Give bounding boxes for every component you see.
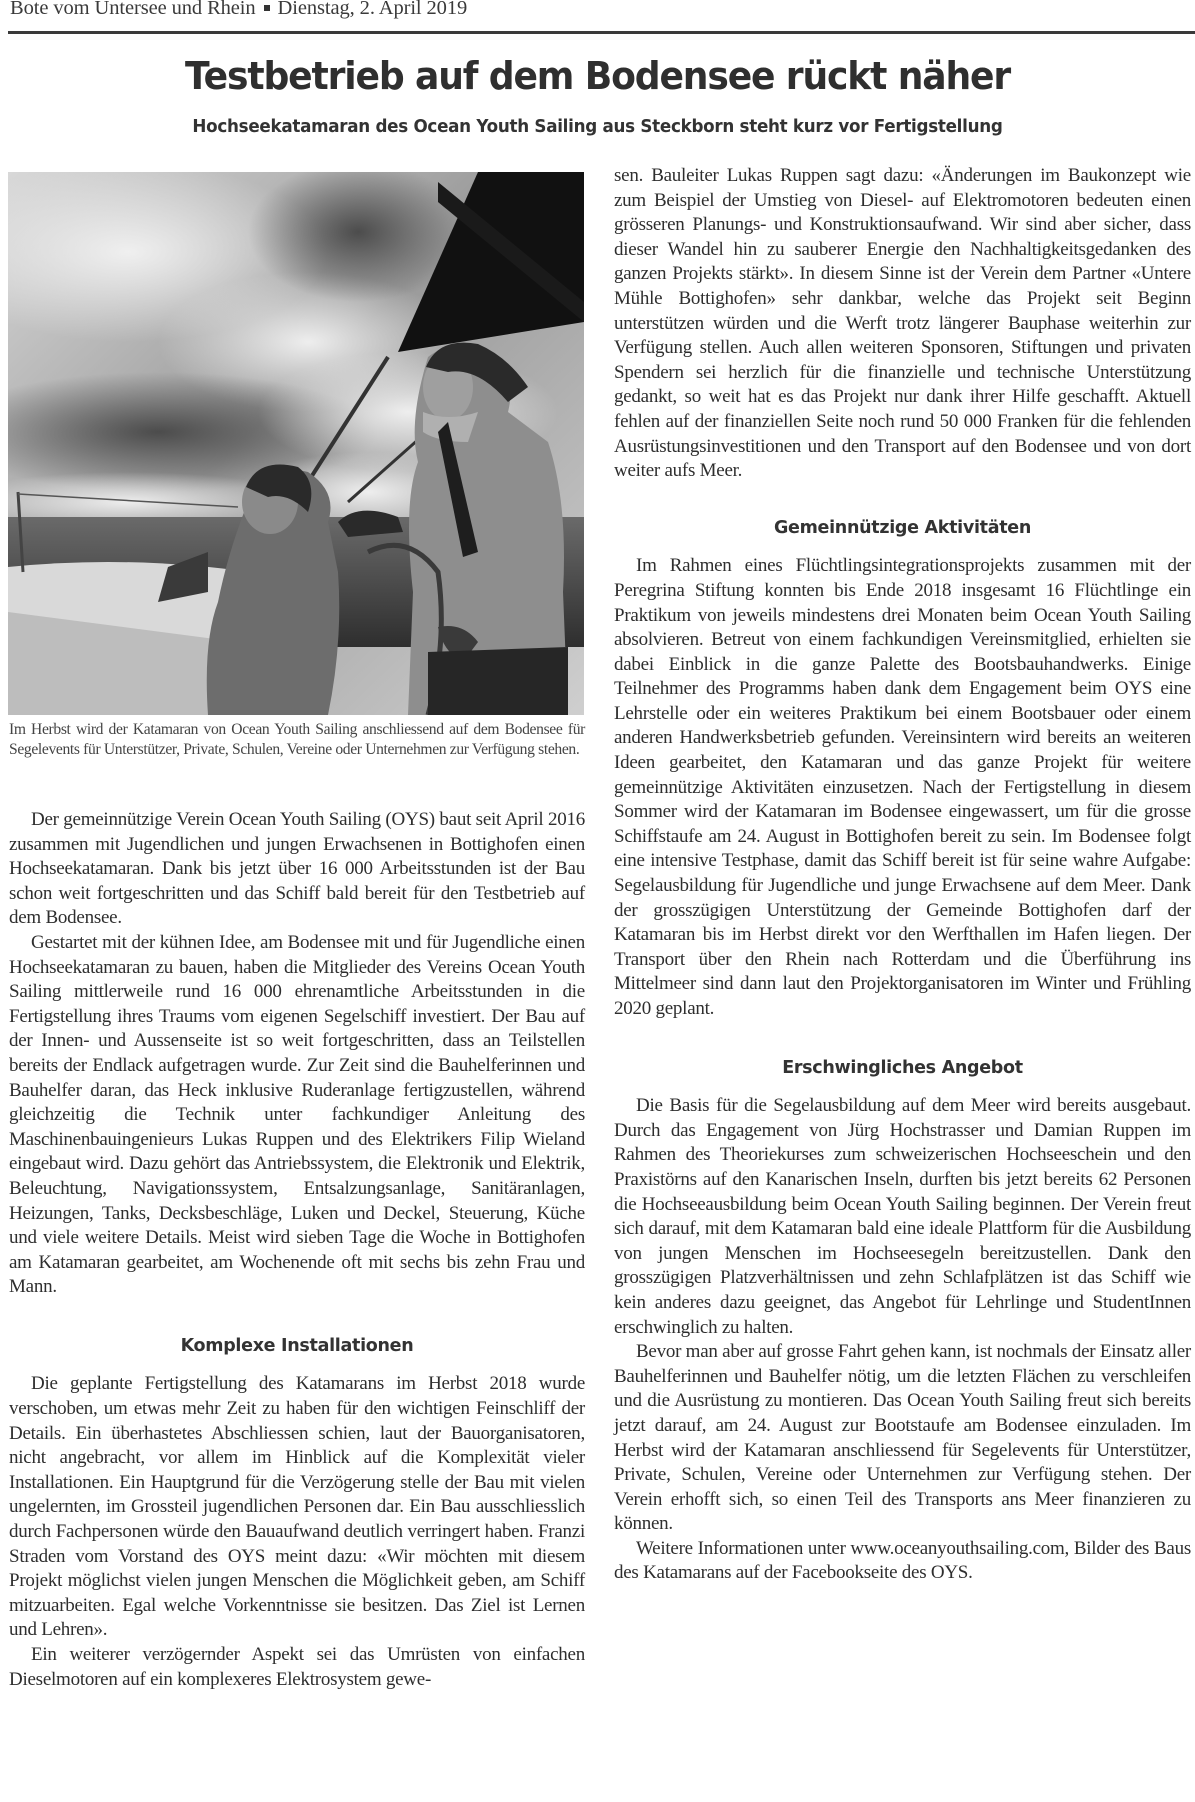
article-column-right bbox=[614, 164, 1191, 1586]
paragraph: Der gemeinnützige Verein Ocean Youth Sailing (OYS) baut seit April 2016 zusammen mit Jugendlichen und jungen Erwachsenen in Bottighofen einen Hochseekatamaran. Dank bis jetzt über 16 000 Arbeitsstunden ist der Bau schon weit fortgeschritten und das Schiff bald bereit für den Testbetrieb auf dem Bodensee. bbox=[9, 809, 585, 929]
section-heading-gemeinnuetzige-aktivitaeten: Gemeinnützige Aktivitäten bbox=[773, 517, 1032, 538]
photo-caption: Im Herbst wird der Katamaran von Ocean Youth Sailing anschliessend auf dem Bodensee für Segelevents für Unterstützer, Private, Schulen, Vereine oder Unternehmen zur Verfügung stehen. bbox=[9, 721, 585, 758]
paragraph: Die geplante Fertigstellung des Katamarans im Herbst 2018 wurde verschoben, um etwas mehr Zeit zu haben für den wichtigen Feinschliff der Details. Ein überhastetes Abschliessen schien, laut der Bauorganisatoren, nicht angebracht, vor allem im Hinblick auf die Komplexität vieler Installationen. Ein Hauptgrund für die Verzögerung stelle der Bau mit vielen ungelernten, im Grossteil jugendlichen Personen dar. Ein Bau ausschliesslich durch Fachpersonen würde den Bauaufwand deutlich verringert haben. Franzi Straden vom Vorstand des OYS meint dazu: «Wir möchten mit diesem Projekt möglichst vielen jungen Menschen die Möglichkeit geben, am Schiff mitzuarbeiten. Egal welche Vorkenntnisse sie besitzen. Das Ziel ist Lernen und Lehren». bbox=[9, 1373, 585, 1641]
subheadline: Hochseekatamaran des Ocean Youth Sailing aus Steckborn steht kurz vor Fertigstellung bbox=[192, 116, 1003, 137]
headline: Testbetrieb auf dem Bodensee rückt näher bbox=[184, 54, 1011, 98]
separator-square-icon bbox=[264, 5, 270, 11]
publication-name: Bote vom Untersee und Rhein bbox=[10, 0, 256, 19]
paragraph-website-info: Weitere Informationen unter www.oceanyouthsailing.com, Bilder des Baus des Katamarans auf der Facebookseite des OYS. bbox=[614, 1537, 1191, 1584]
paragraph: Bevor man aber auf grosse Fahrt gehen kann, ist nochmals der Einsatz aller Bauhelferinnen und Bauhelfer nötig, um die letzten Flächen zu verschleifen und die Ausrüstung zu montieren. Das Ocean Youth Sailing freut sich bereits jetzt darauf, am 24. August zur Bootstaufe am Bodensee einzuladen. Im Herbst wird der Katamaran anschliessend für Segelevents für Unterstützer, Private, Schulen, Vereine oder Unternehmen zur Verfügung stehen. Der Verein erhofft sich, so einen Teil des Transports ans Meer finanzieren zu können. bbox=[614, 1341, 1192, 1535]
header-rule bbox=[8, 31, 1195, 34]
article-photo bbox=[8, 172, 584, 715]
masthead bbox=[10, 0, 467, 20]
paragraph: Gestartet mit der kühnen Idee, am Bodensee mit und für Jugendliche einen Hochseekatamaran zu bauen, haben die Mitglieder des Vereins Ocean Youth Sailing mittlerweile rund 16 000 ehrenamtliche Arbeitsstunden in die Fertigstellung ihres Traums vom eigenen Segelschiff investiert. Der Bau auf der Innen- und Aussenseite ist so weit fortgeschritten, dass an Teilstellen bereits der Endlack aufgetragen wurde. Zur Zeit sind die Bauhelferinnen und Bauhelfer daran, das Heck inklusive Ruderanlage fertigzustellen, während gleichzeitig die Technik unter fachkundiger Anleitung des Maschinenbauingenieurs Lukas Ruppen und des Elektrikers Filip Wieland eingebaut wird. Dazu gehört das Antriebssystem, die Elektronik und Elektrik, Beleuchtung, Navigationssystem, Entsalzungsanlage, Sanitäranlagen, Heizungen, Tanks, Decksbeschläge, Luken und Deckel, Steuerung, Küche und viele weitere Details. Meist wird sieben Tage die Woche in Bottighofen am Katamaran gearbeitet, am Wochenende oft mit sechs bis zehn Frau und Mann. bbox=[9, 931, 585, 1298]
section-heading-erschwingliches-angebot: Erschwingliches Angebot bbox=[782, 1057, 1023, 1078]
section-heading-komplexe-installationen: Komplexe Installationen bbox=[180, 1335, 414, 1356]
article-column-left bbox=[9, 808, 585, 1692]
paragraph: Im Rahmen eines Flüchtlingsintegrationsprojekts zusammen mit der Peregrina Stiftung konnten bis Ende 2018 insgesamt 16 Flüchtlinge ein Praktikum von jeweils mindestens drei Monaten beim Ocean Youth Sailing absolvieren. Betreut von einem fachkundigen Vereinsmitglied, erhielten sie dabei Einblick in die ganze Palette des Bootsbauhandwerks. Einige Teilnehmer des Programms haben dank dem Engagement beim OYS eine Lehrstelle oder ein weiteres Praktikum bei einem Bootsbauer oder einem anderen Handwerksbetrieb gefunden. Vereinsintern wird bereits an weiteren Ideen gearbeitet, den Katamaran und das ganze Projekt für weitere gemeinnützige Aktivitäten einzusetzen. Nach der Fertigstellung in diesem Sommer wird der Katamaran im Bodensee eingewassert, um für die grosse Schiffstaufe am 24. August in Bottighofen bereit zu sein. Im Bodensee folgt eine intensive Testphase, damit das Schiff bereit ist für seine wahre Aufgabe: Segelausbildung für Jugendliche und junge Erwachsene auf dem Meer. Dank der grosszügigen Unterstützung der Gemeinde Bottighofen darf der Katamaran bis im Herbst direkt vor den Werfthallen im Hafen liegen. Der Transport über den Rhein nach Rotterdam und die Überführung ins Mittelmeer sind dann laut den Projektorganisatoren im Winter und Frühling 2020 geplant. bbox=[614, 555, 1191, 1019]
paragraph: Ein weiterer verzögernder Aspekt sei das Umrüsten von einfachen Dieselmotoren auf ein komplexeres Elektrosystem gewe- bbox=[9, 1644, 585, 1690]
paragraph: Die Basis für die Segelausbildung auf dem Meer wird bereits ausgebaut. Durch das Engagement von Jürg Hochstrasser und Damian Ruppen im Rahmen des Theoriekurses zum schweizerischen Hochseeschein und den Praxistörns auf den Kanarischen Inseln, durften bis jetzt bereits 62 Personen die Hochseeausbildung beim Ocean Youth Sailing beginnen. Der Verein freut sich darauf, mit dem Katamaran bald eine ideale Plattform für die Ausbildung von jungen Menschen im Hochseesegeln bereitzustellen. Dank den grosszügigen Platzverhältnissen und zehn Schlafplätzen ist das Schiff wie kein anderes dazu geeignet, das Angebot für Lehrlinge und StudentInnen erschwinglich zu halten. bbox=[614, 1095, 1191, 1338]
publication-date: Dienstag, 2. April 2019 bbox=[277, 0, 468, 19]
paragraph-continuation: sen. Bauleiter Lukas Ruppen sagt dazu: «Änderungen im Baukonzept wie zum Beispiel der Umstieg von Diesel- auf Elektromotoren bedeuten einen grösseren Planungs- und Konstruktionsaufwand. Wir sind aber sicher, dass dieser Wandel hin zu sauberer Energie den Nachhaltigkeitsgedanken des ganzen Projekts stärkt». In diesem Sinne ist der Verein dem Partner «Untere Mühle Bottighofen» sehr dankbar, welche das Projekt seit Beginn unterstützen würden und die Werft trotz längerer Bauphase weiterhin zur Verfügung stellen. Auch allen weiteren Sponsoren, Stiftungen und privaten Spendern sei herzlich für die finanzielle und technische Unterstützung gedankt, so weit hat es das Projekt nur dank ihrer Hilfe geschafft. Aktuell fehlen auf der finanziellen Seite noch rund 50 000 Franken für die fehlenden Ausrüstungsinvestitionen und den Transport auf den Bodensee und von dort weiter aufs Meer. bbox=[614, 165, 1191, 482]
sailing-photo-illustration bbox=[8, 172, 584, 715]
